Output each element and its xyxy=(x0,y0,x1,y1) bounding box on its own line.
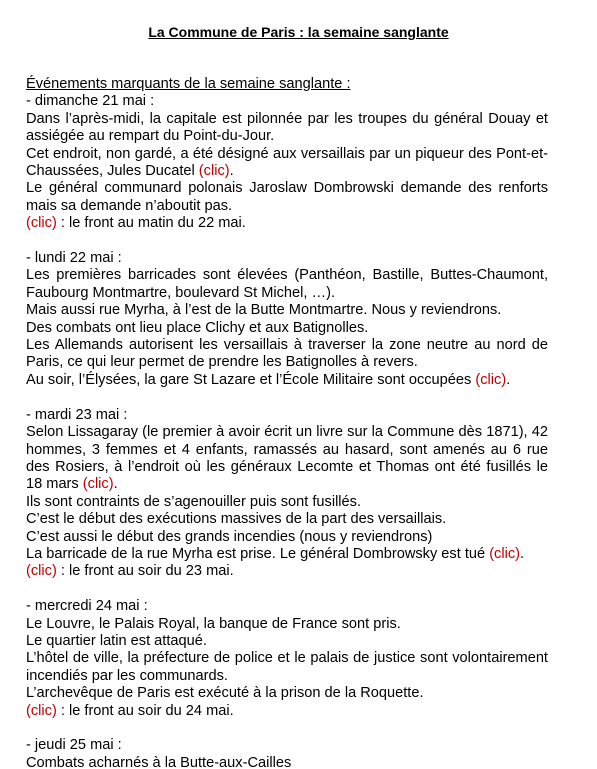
paragraph: (clic) : le front au matin du 22 mai. xyxy=(26,215,246,232)
clic-link[interactable]: (clic) xyxy=(26,563,57,580)
document-body xyxy=(26,76,548,769)
clic-link[interactable]: (clic) xyxy=(26,702,57,719)
paragraph: L’hôtel de ville, la préfecture de police et le palais de justice sont volontairement incendiés par les communards. xyxy=(26,650,548,684)
paragraph: Combats acharnés à la Butte-aux-Cailles xyxy=(26,754,292,769)
paragraph: La barricade de la rue Myrha est prise. Le général Dombrowsky est tué (clic). xyxy=(26,545,525,562)
paragraph: Le quartier latin est attaqué. xyxy=(26,632,207,649)
paragraph: Cet endroit, non gardé, a été désigné aux versaillais par un piqueur des Pont-et-Chaussées, Jules Ducatel (clic). xyxy=(26,145,548,180)
paragraph: Les premières barricades sont élevées (Panthéon, Bastille, Buttes-Chaumont, Faubourg Montmartre, boulevard St Michel, …). xyxy=(26,267,548,301)
day-label-22: - lundi 22 mai : xyxy=(26,250,122,267)
paragraph: Le Louvre, le Palais Royal, la banque de France sont pris. xyxy=(26,615,401,632)
paragraph: Des combats ont lieu place Clichy et aux Batignolles. xyxy=(26,319,369,336)
paragraph: (clic) : le front au soir du 24 mai. xyxy=(26,702,234,719)
page-title: La Commune de Paris : la semaine sanglante xyxy=(148,24,449,40)
clic-link[interactable]: (clic) xyxy=(82,476,114,493)
paragraph: C’est le début des exécutions massives de la part des versaillais. xyxy=(26,511,447,528)
clic-link[interactable]: (clic) xyxy=(489,545,520,562)
paragraph: (clic) : le front au soir du 23 mai. xyxy=(26,563,234,580)
clic-link[interactable]: (clic) xyxy=(26,215,57,232)
section-heading: Événements marquants de la semaine sanglante : xyxy=(26,76,351,92)
day-label-24: - mercredi 24 mai : xyxy=(26,598,148,615)
clic-link[interactable]: (clic) xyxy=(198,163,230,180)
paragraph: L’archevêque de Paris est exécuté à la prison de la Roquette. xyxy=(26,685,424,702)
paragraph: Les Allemands autorisent les versaillais à traverser la zone neutre au nord de Paris, ce qui leur permet de prendre les Batignolles à revers. xyxy=(26,337,548,371)
clic-link[interactable]: (clic) xyxy=(475,371,507,388)
paragraph: Dans l’après-midi, la capitale est pilonnée par les troupes du général Douay et assiégée au rempart du Point-du-Jour. xyxy=(26,110,548,145)
paragraph: Selon Lissagaray (le premier à avoir écrit un livre sur la Commune dès 1871), 42 hommes, 3 femmes et 4 enfants, ramassés au hasard, sont amenés au 6 rue des Rosiers, à l’endroit où les généraux Lecomte et Thomas ont été fusillés le 18 mars (clic). xyxy=(26,424,548,493)
day-label-25: - jeudi 25 mai : xyxy=(26,737,122,754)
day-label-23: - mardi 23 mai : xyxy=(26,406,128,423)
paragraph: Ils sont contraints de s’agenouiller puis sont fusillés. xyxy=(26,493,362,510)
paragraph: Au soir, l’Élysées, la gare St Lazare et l’École Militaire sont occupées (clic). xyxy=(26,371,511,388)
paragraph: C’est aussi le début des grands incendies (nous y reviendrons) xyxy=(26,528,433,545)
paragraph: Mais aussi rue Myrha, à l’est de la Butte Montmartre. Nous y reviendrons. xyxy=(26,302,502,319)
paragraph: Le général communard polonais Jaroslaw Dombrowski demande des renforts mais sa demande n’aboutit pas. xyxy=(26,180,548,214)
day-label-21: - dimanche 21 mai : xyxy=(26,93,155,110)
